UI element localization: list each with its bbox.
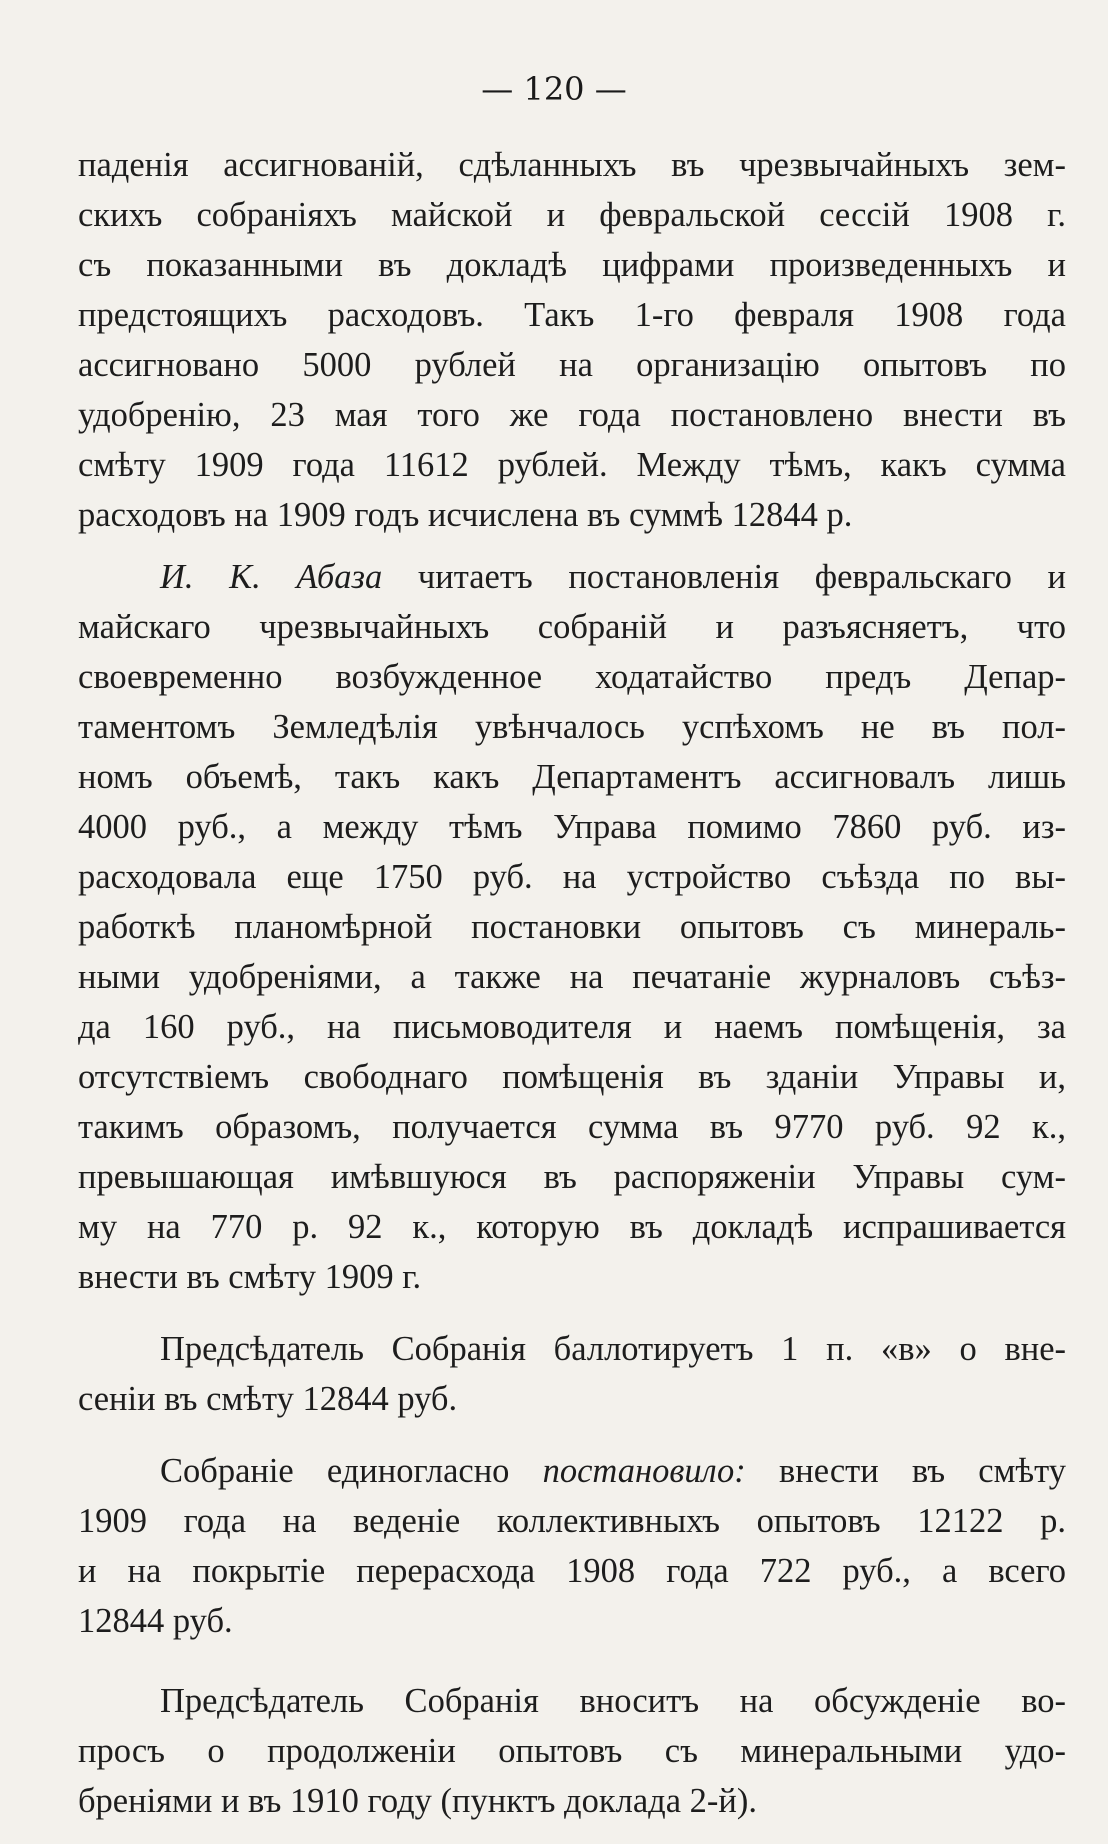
text-line: превышающая имѣвшуюся въ распоряженіи Управы сум-: [78, 1158, 1066, 1196]
text-line: Предсѣдатель Собранія баллотируетъ 1 п. «в» о вне-: [160, 1330, 1066, 1368]
paragraph-3: [78, 1324, 1066, 1424]
text-line: паденія ассигнованій, сдѣланныхъ въ чрезвычайныхъ зем-: [78, 146, 1066, 184]
text-line: майскаго чрезвычайныхъ собраній и разъясняетъ, что: [78, 608, 1066, 646]
text-fragment: Собраніе единогласно: [160, 1452, 510, 1490]
text-line: таментомъ Земледѣлія увѣнчалось успѣхомъ не въ пол-: [78, 708, 1066, 746]
text-line: своевременно возбужденное ходатайство предъ Депар-: [78, 658, 1066, 696]
text-line: Предсѣдатель Собранія вноситъ на обсужденіе во-: [160, 1682, 1066, 1720]
text-line: просъ о продолженіи опытовъ съ минеральными удо-: [78, 1732, 1066, 1770]
text-line: 12844 руб.: [78, 1602, 233, 1640]
paragraph-4: [78, 1446, 1066, 1646]
text-line: [78, 552, 1066, 602]
text-line: съ показанными въ докладѣ цифрами произведенныхъ и: [78, 246, 1066, 284]
text-line: работкѣ планомѣрной постановки опытовъ съ минераль-: [78, 908, 1066, 946]
text-line: 1909 года на веденіе коллективныхъ опытовъ 12122 р.: [78, 1502, 1066, 1540]
text-line: бреніями и въ 1910 году (пунктъ доклада 2-й).: [78, 1782, 757, 1820]
speaker-name: И. К. Абаза: [160, 558, 383, 596]
text-line: удобренію, 23 мая того же года постановлено внести въ: [78, 396, 1066, 434]
text-line: ассигновано 5000 рублей на организацію опытовъ по: [78, 346, 1066, 384]
text-fragment: внести въ смѣту: [778, 1452, 1067, 1490]
text-line: номъ объемѣ, такъ какъ Департаментъ ассигновалъ лишь: [78, 758, 1066, 796]
text-line: ными удобреніями, а также на печатаніе журналовъ съѣз-: [78, 958, 1066, 996]
paragraph-5: [78, 1676, 1066, 1826]
paragraph-1: [78, 140, 1066, 540]
text-line: отсутствіемъ свободнаго помѣщенія въ зданіи Управы и,: [78, 1058, 1066, 1096]
text-line: сеніи въ смѣту 12844 руб.: [78, 1380, 458, 1418]
text-line: расходовала еще 1750 руб. на устройство съѣзда по вы-: [78, 858, 1066, 896]
page-number: — 120 —: [481, 70, 627, 108]
text-line: и на покрытіе перерасхода 1908 года 722 руб., а всего: [78, 1552, 1066, 1590]
text-line: внести въ смѣту 1909 г.: [78, 1258, 422, 1296]
emphasis-text: постановило:: [542, 1452, 746, 1490]
text-line: скихъ собраніяхъ майской и февральской сессій 1908 г.: [78, 196, 1066, 234]
text-line: расходовъ на 1909 годъ исчислена въ суммѣ 12844 р.: [78, 496, 853, 534]
text-line: му на 770 р. 92 к., которую въ докладѣ испрашивается: [78, 1208, 1066, 1246]
body-text: [78, 140, 1066, 1826]
text-fragment: читаетъ постановленія февральскаго и: [417, 558, 1067, 596]
text-line: смѣту 1909 года 11612 рублей. Между тѣмъ, какъ сумма: [78, 446, 1066, 484]
text-line: да 160 руб., на письмоводителя и наемъ помѣщенія, за: [78, 1008, 1066, 1046]
text-line: предстоящихъ расходовъ. Такъ 1-го февраля 1908 года: [78, 296, 1066, 334]
paragraph-2: [78, 552, 1066, 1302]
text-line: [78, 1446, 1066, 1496]
text-line: такимъ образомъ, получается сумма въ 9770 руб. 92 к.,: [78, 1108, 1066, 1146]
text-line: 4000 руб., а между тѣмъ Управа помимо 7860 руб. из-: [78, 808, 1066, 846]
